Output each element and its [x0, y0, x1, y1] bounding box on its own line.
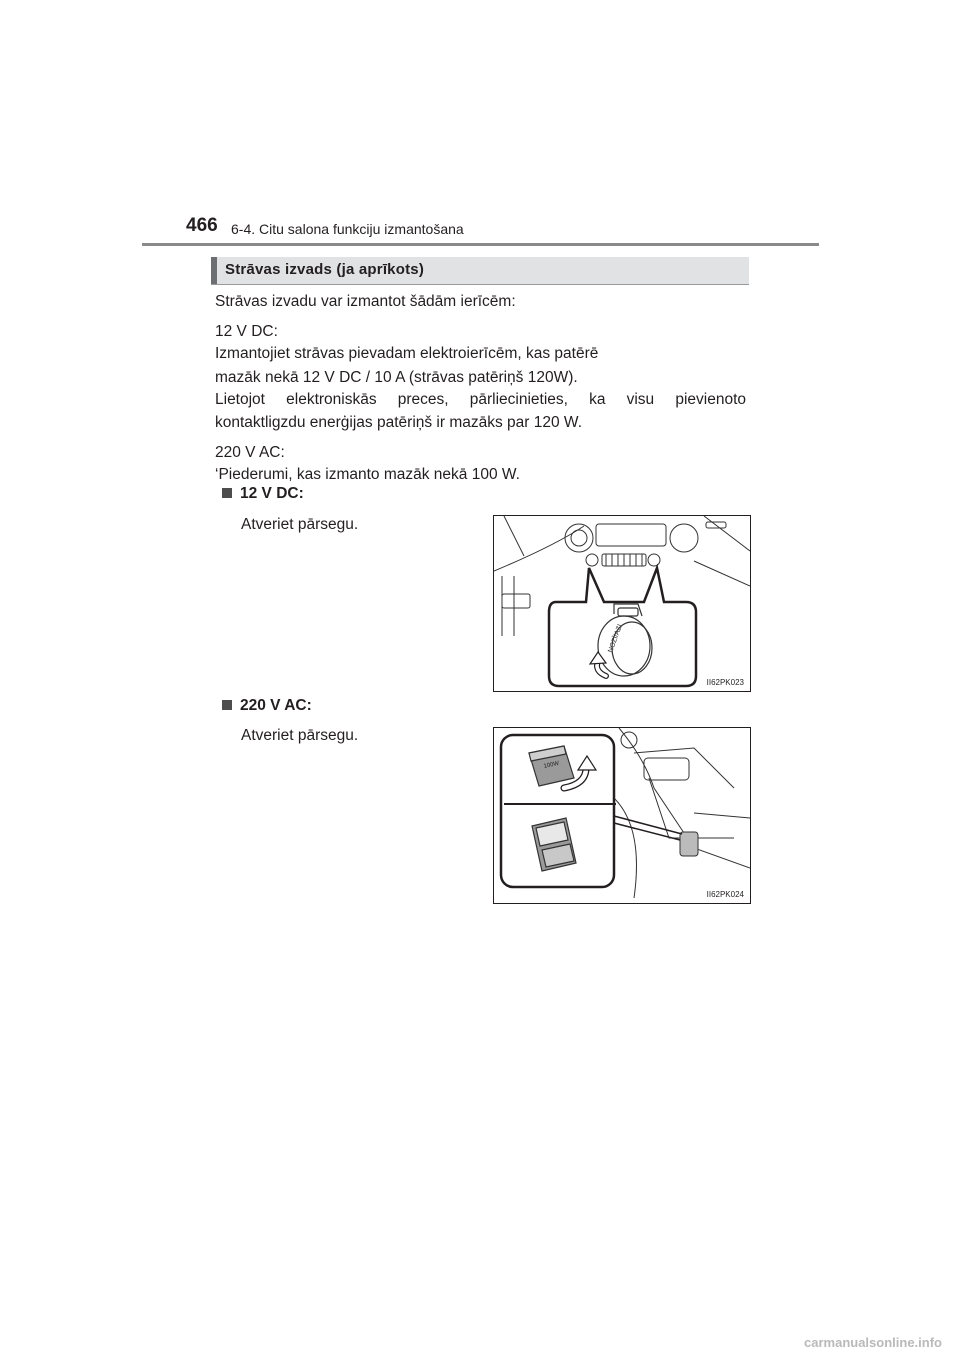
outlet-rating-label: 100W [543, 760, 560, 770]
ac-text-line: ‘Piederumi, kas izmanto mazāk nekā 100 W. [215, 466, 520, 483]
step-text: Atveriet pārsegu. [241, 727, 359, 744]
section-title: Strāvas izvads (ja aprīkots) [225, 261, 425, 278]
chapter-title: 6-4. Citu salona funkciju izmantošana [231, 221, 464, 237]
dc-text-line: Lietojot elektroniskās preces, pārliecinieties, ka visu pievienoto [215, 391, 746, 408]
ac-label: 220 V AC: [215, 444, 285, 461]
figure-220v-outlet [493, 727, 751, 904]
bullet-heading-text: 12 V DC: [240, 485, 304, 502]
dc-text-line: Izmantojiet strāvas pievadam elektroierīcēm, kas patērē [215, 345, 599, 362]
step-text: Atveriet pārsegu. [241, 516, 359, 533]
page-number: 466 [186, 215, 218, 236]
console-outlet-illustration [494, 728, 750, 903]
bullet-heading-text: 220 V AC: [240, 697, 312, 714]
dashboard-socket-illustration [494, 516, 750, 691]
section-marker [211, 257, 217, 284]
bullet-heading-ac [222, 697, 312, 715]
socket-cap-label: NOZĪ/AZI [607, 623, 624, 654]
watermark: carmanualsonline.info [804, 1335, 942, 1350]
bullet-heading-dc [222, 485, 304, 503]
figure-code: II62PK024 [706, 890, 744, 899]
bullet-square-icon [222, 488, 232, 498]
dc-text-line: mazāk nekā 12 V DC / 10 A (strāvas patēriņš 120W). [215, 369, 578, 386]
bullet-square-icon [222, 700, 232, 710]
dc-text-line: kontaktligzdu enerģijas patēriņš ir mazāks par 120 W. [215, 414, 583, 431]
header-divider [142, 243, 819, 246]
intro-text: Strāvas izvadu var izmantot šādām ierīcēm: [215, 293, 516, 310]
figure-code: II62PK023 [706, 678, 744, 687]
dc-label: 12 V DC: [215, 323, 278, 340]
figure-12v-socket [493, 515, 751, 692]
section-header [211, 257, 749, 285]
